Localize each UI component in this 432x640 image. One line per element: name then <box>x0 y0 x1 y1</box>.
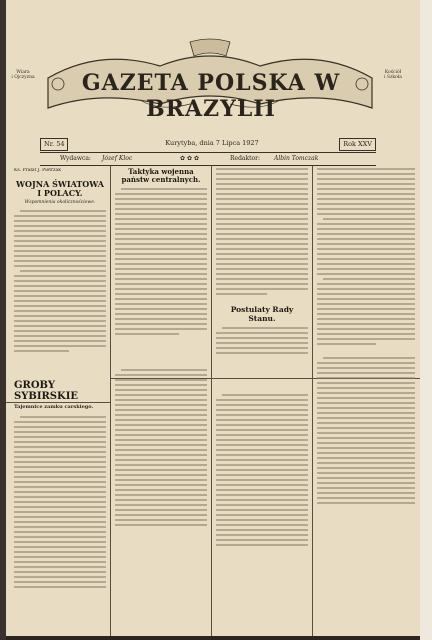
newspaper-page <box>6 0 420 636</box>
place-date: Kurytyba, dnia 7 Lipca 1927 <box>165 139 259 147</box>
column-3 <box>216 168 308 634</box>
article-text-taktyka <box>115 188 207 335</box>
article-text-groby <box>14 416 106 588</box>
staff-row <box>40 152 376 166</box>
column-1 <box>14 168 106 634</box>
headline-groby: GROBY SYBIRSKIE <box>14 380 79 402</box>
ornament-glyphs: ✿✿✿ <box>180 155 202 162</box>
right-note-line2: i Szkoła <box>384 75 402 80</box>
right-margin-note <box>378 70 408 80</box>
column-rule-1 <box>110 166 111 636</box>
article-text-wojna <box>14 210 106 352</box>
publisher-label: Wydawca: <box>60 155 91 162</box>
article-text-3a <box>216 168 308 295</box>
article-text-lower-3 <box>216 394 308 546</box>
right-note-line1: Kościół <box>384 70 402 75</box>
left-note-line2: i Ojczyzna <box>11 75 35 80</box>
headline-wojna: WOJNA ŚWIATOWA I POLACY. <box>16 179 104 198</box>
column-rule-2 <box>211 166 212 636</box>
issue-info-row <box>40 138 376 152</box>
headline-taktyka: Taktyka wojenna państw centralnych. <box>121 168 201 184</box>
column-4 <box>317 168 415 634</box>
headline-postulaty: Postulaty Rady Stanu. <box>230 305 294 323</box>
year: Rok XXV <box>339 138 376 151</box>
issue-number: Nr. 54 <box>40 138 68 151</box>
article-text-postulaty <box>216 327 308 354</box>
masthead-title: GAZETA POLSKA W BRAZYLII <box>81 70 341 122</box>
column-rule-3 <box>312 166 313 636</box>
editor-name: Albin Tomczak <box>274 155 319 162</box>
subheadline-groby: Tajemnice zamku carskiego. <box>14 404 94 410</box>
page-edge <box>420 0 432 640</box>
left-margin-note <box>10 70 36 80</box>
article-text-4a <box>317 168 415 345</box>
left-note-line1: Wiara <box>16 70 30 75</box>
column-2 <box>115 168 207 634</box>
article-text-lower-4 <box>317 357 415 504</box>
publisher-name: Józef Kloc <box>102 155 133 162</box>
subheadline-wojna: Wspomnienia okolicznościowe. <box>24 200 96 205</box>
editor-label: Redaktor: <box>230 155 261 162</box>
byline: Ks. Prałat J. Pietrzak <box>14 168 61 173</box>
article-text-lower-2 <box>115 369 207 526</box>
